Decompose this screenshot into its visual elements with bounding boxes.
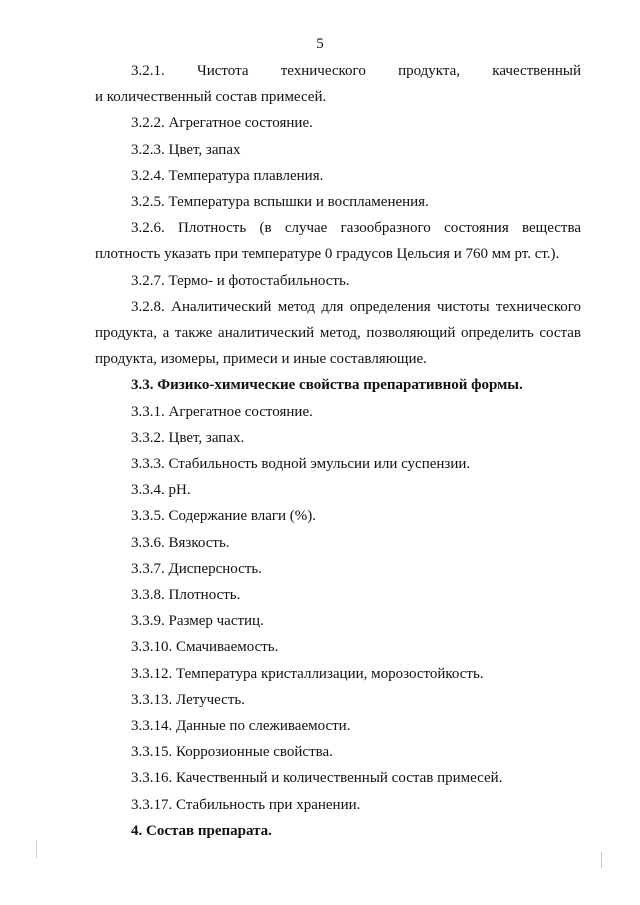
item-3-3-12: 3.3.12. Температура кристаллизации, морозостойкость. bbox=[131, 665, 484, 682]
item-3-2-1-line2: и количественный состав примесей. bbox=[95, 89, 327, 106]
item-3-2-1-line1: 3.2.1. Чистота технического продукта, качественный bbox=[131, 63, 581, 79]
item-3-3-8: 3.3.8. Плотность. bbox=[131, 587, 241, 604]
item-3-3-6: 3.3.6. Вязкость. bbox=[131, 534, 230, 551]
item-3-3-9: 3.3.9. Размер частиц. bbox=[131, 613, 264, 630]
item-3-3-14: 3.3.14. Данные по слеживаемости. bbox=[131, 718, 351, 735]
item-3-3-1: 3.3.1. Агрегатное состояние. bbox=[131, 403, 313, 420]
item-3-3-2: 3.3.2. Цвет, запах. bbox=[131, 429, 245, 446]
section-heading-3-3: 3.3. Физико-химические свойства препаративной формы. bbox=[131, 377, 523, 394]
item-3-2-1 bbox=[95, 58, 581, 110]
item-3-2-3: 3.2.3. Цвет, запах bbox=[131, 141, 241, 158]
scan-artifact-left bbox=[36, 840, 37, 858]
item-3-2-8: 3.2.8. Аналитический метод для определения чистоты технического продукта, а также аналитический метод, позволяющий определить состав продукта, изомеры, примеси и иные составляющие. bbox=[95, 298, 581, 368]
document-body bbox=[95, 58, 581, 844]
item-3-3-5: 3.3.5. Содержание влаги (%). bbox=[131, 508, 317, 525]
item-3-2-5: 3.2.5. Температура вспышки и воспламенения. bbox=[131, 194, 429, 211]
item-3-3-13: 3.3.13. Летучесть. bbox=[131, 691, 245, 708]
item-3-2-4: 3.2.4. Температура плавления. bbox=[131, 167, 324, 184]
item-3-3-16: 3.3.16. Качественный и количественный состав примесей. bbox=[131, 770, 503, 787]
item-3-3-3: 3.3.3. Стабильность водной эмульсии или суспензии. bbox=[131, 456, 471, 473]
item-3-3-17: 3.3.17. Стабильность при хранении. bbox=[131, 796, 361, 813]
item-3-3-10: 3.3.10. Смачиваемость. bbox=[131, 639, 279, 656]
item-3-3-4: 3.3.4. pH. bbox=[131, 482, 191, 499]
item-3-3-15: 3.3.15. Коррозионные свойства. bbox=[131, 744, 333, 761]
item-3-3-7: 3.3.7. Дисперсность. bbox=[131, 560, 262, 577]
item-3-2-2: 3.2.2. Агрегатное состояние. bbox=[131, 115, 313, 132]
item-3-2-6: 3.2.6. Плотность (в случае газообразного состояния вещества плотность указать при температуре 0 градусов Цельсия и 760 мм рт. ст.). bbox=[95, 220, 581, 263]
section-heading-4: 4. Состав препарата. bbox=[131, 822, 272, 839]
scan-artifact-right bbox=[601, 852, 602, 868]
page-number: 5 bbox=[316, 36, 324, 52]
item-3-2-7: 3.2.7. Термо- и фотостабильность. bbox=[131, 272, 350, 289]
